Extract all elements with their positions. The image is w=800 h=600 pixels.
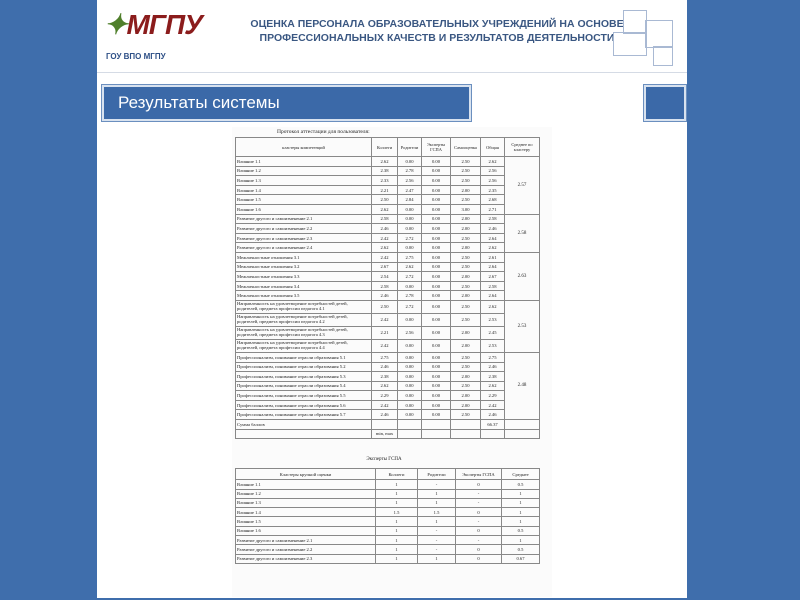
experts-caption: Эксперты ГСПА: [366, 457, 402, 463]
score-cell: 2.50: [451, 381, 481, 391]
table-row: [236, 508, 540, 517]
competency-name: Влияние 1.3: [236, 498, 376, 507]
score-cell: 2.00: [451, 224, 481, 234]
score-cell: 0.00: [422, 252, 451, 262]
attestation-protocol-scan: [232, 127, 552, 597]
score-cell: 0: [456, 526, 502, 535]
score-cell: 2.62: [481, 300, 505, 313]
score-cell: 2.62: [398, 262, 422, 272]
score-cell: 0.00: [398, 204, 422, 214]
score-cell: 2.75: [481, 352, 505, 362]
score-cell: 2.29: [372, 391, 398, 401]
table-row: [236, 391, 540, 401]
score-cell: 0.00: [422, 262, 451, 272]
section-title: Результаты системы: [118, 93, 280, 112]
score-cell: 0.00: [398, 243, 422, 253]
competency-name: Влияние 1.4: [236, 508, 376, 517]
column-header: Среднее: [502, 469, 540, 480]
score-cell: 2.29: [481, 391, 505, 401]
score-cell: -: [418, 536, 456, 545]
competency-name: Межличностные отношения 3.1: [236, 252, 372, 262]
score-cell: 0.00: [422, 291, 451, 301]
score-cell: 2.50: [451, 352, 481, 362]
score-cell: 1: [502, 489, 540, 498]
column-header: Коллеги: [372, 138, 398, 157]
competency-name: Развитие другого и самоизменение 2.3: [236, 554, 376, 563]
empty-cell: [422, 429, 451, 439]
score-cell: 0: [456, 545, 502, 554]
experts-table: [235, 468, 540, 564]
score-cell: 0.00: [422, 352, 451, 362]
score-cell: 2.50: [451, 157, 481, 167]
score-cell: 2.64: [481, 233, 505, 243]
competency-name: Профессионализм, понимание отрасли образования 5.6: [236, 400, 372, 410]
score-cell: 0.00: [422, 272, 451, 282]
score-cell: 2.54: [372, 272, 398, 282]
table-row: [236, 400, 540, 410]
table-row: [236, 214, 540, 224]
cluster-average: 2.58: [505, 214, 540, 252]
score-cell: 2.72: [398, 233, 422, 243]
table-row: [236, 352, 540, 362]
score-cell: 0.67: [502, 554, 540, 563]
score-cell: 2.00: [451, 272, 481, 282]
competency-name: Профессионализм, понимание отрасли образования 5.5: [236, 391, 372, 401]
table-row: [236, 252, 540, 262]
score-cell: 0.00: [422, 300, 451, 313]
score-cell: 2.45: [481, 326, 505, 339]
header-divider: [97, 72, 687, 73]
score-cell: 2.00: [451, 339, 481, 352]
score-cell: 0.00: [398, 400, 422, 410]
score-cell: 2.42: [372, 339, 398, 352]
competency-name: Профессионализм, понимание отрасли образования 5.7: [236, 410, 372, 420]
score-cell: 2.50: [451, 166, 481, 176]
score-cell: 2.62: [372, 243, 398, 253]
table-row: [236, 195, 540, 205]
score-cell: 0.00: [422, 391, 451, 401]
score-cell: 2.46: [372, 224, 398, 234]
score-cell: -: [418, 480, 456, 489]
competency-name: Развитие другого и самоизменение 2.2: [236, 545, 376, 554]
score-cell: 1.5: [376, 508, 418, 517]
competency-name: Направленность на удовлетворение потребностей детей, родителей, предмета профессии педагога 4.3: [236, 326, 372, 339]
sum-label: Сумма баллов: [236, 420, 372, 430]
score-cell: 1: [376, 489, 418, 498]
score-cell: -: [418, 526, 456, 535]
competency-name: Влияние 1.2: [236, 166, 372, 176]
score-cell: 0.00: [398, 313, 422, 326]
right-background: [687, 0, 800, 600]
score-cell: 2.78: [398, 291, 422, 301]
minmax-label: min, max: [372, 429, 398, 439]
score-cell: 0.00: [422, 372, 451, 382]
table-row: [236, 339, 540, 352]
score-cell: 1: [502, 498, 540, 507]
empty-cell: [481, 429, 505, 439]
score-cell: 2.53: [481, 313, 505, 326]
empty-cell: [398, 420, 422, 430]
score-cell: 2.62: [481, 243, 505, 253]
score-cell: 2.46: [481, 362, 505, 372]
score-cell: 3.00: [451, 204, 481, 214]
score-cell: 2.38: [372, 166, 398, 176]
score-cell: 0.00: [422, 176, 451, 186]
score-cell: 2.00: [451, 326, 481, 339]
score-cell: 2.50: [451, 176, 481, 186]
score-cell: 0.00: [422, 233, 451, 243]
score-cell: 0.00: [422, 410, 451, 420]
score-cell: -: [456, 517, 502, 526]
table-row: [236, 545, 540, 554]
table-row: [236, 176, 540, 186]
competency-name: Направленность на удовлетворение потребностей детей, родителей, предмета профессии педагога 4.1: [236, 300, 372, 313]
score-cell: 0.5: [502, 480, 540, 489]
score-cell: 1: [418, 489, 456, 498]
competency-name: Направленность на удовлетворение потребностей детей, родителей, предмета профессии педагога 4.4: [236, 339, 372, 352]
cluster-average: 2.53: [505, 300, 540, 352]
score-cell: 2.00: [451, 185, 481, 195]
score-cell: 1: [502, 508, 540, 517]
table-row: [236, 498, 540, 507]
table-row: [236, 526, 540, 535]
score-cell: 0.00: [422, 313, 451, 326]
column-header: Общая: [481, 138, 505, 157]
table-row: [236, 204, 540, 214]
table-row: [236, 410, 540, 420]
table-row: [236, 489, 540, 498]
score-cell: 2.68: [481, 195, 505, 205]
empty-cell: [505, 420, 540, 430]
score-cell: 2.46: [372, 291, 398, 301]
score-cell: 1: [376, 498, 418, 507]
score-cell: 0.00: [422, 339, 451, 352]
score-cell: 0.00: [398, 381, 422, 391]
cluster-average: 2.57: [505, 157, 540, 215]
section-banner: [102, 85, 471, 121]
competency-name: Влияние 1.5: [236, 517, 376, 526]
score-cell: 2.35: [481, 185, 505, 195]
competency-name: Направленность на удовлетворение потребностей детей, родителей, предмета профессии педагога 4.2: [236, 313, 372, 326]
score-cell: 1: [376, 526, 418, 535]
score-cell: 2.00: [451, 243, 481, 253]
competency-name: Влияние 1.5: [236, 195, 372, 205]
score-cell: 2.75: [372, 352, 398, 362]
score-cell: 0.00: [398, 362, 422, 372]
score-cell: 2.00: [451, 400, 481, 410]
score-cell: 0.00: [398, 281, 422, 291]
score-cell: 2.42: [481, 400, 505, 410]
empty-cell: [372, 420, 398, 430]
column-header: Коллеги: [376, 469, 418, 480]
score-cell: 1.5: [418, 508, 456, 517]
competency-name: Развитие другого и самоизменение 2.3: [236, 233, 372, 243]
score-cell: 1: [376, 536, 418, 545]
decorative-squares: [613, 10, 683, 70]
left-background: [0, 0, 97, 600]
score-cell: 0.00: [398, 352, 422, 362]
table-row: [236, 300, 540, 313]
table-row: [236, 233, 540, 243]
score-cell: 0.00: [398, 224, 422, 234]
score-cell: 2.00: [451, 291, 481, 301]
score-cell: 0.00: [422, 381, 451, 391]
score-cell: 0.5: [502, 545, 540, 554]
column-header: Самооценка: [451, 138, 481, 157]
score-cell: 0.00: [398, 391, 422, 401]
score-cell: 2.46: [481, 410, 505, 420]
score-cell: 2.50: [372, 300, 398, 313]
score-cell: 2.00: [451, 372, 481, 382]
table-row: [236, 291, 540, 301]
score-cell: 2.78: [398, 166, 422, 176]
score-cell: -: [456, 498, 502, 507]
competency-name: Профессионализм, понимание отрасли образования 5.3: [236, 372, 372, 382]
score-cell: 0.00: [422, 400, 451, 410]
competency-name: Влияние 1.6: [236, 526, 376, 535]
score-cell: 2.42: [372, 313, 398, 326]
score-cell: 0.00: [398, 339, 422, 352]
empty-cell: [451, 420, 481, 430]
competency-name: Межличностные отношения 3.2: [236, 262, 372, 272]
score-cell: 2.50: [451, 281, 481, 291]
competency-name: Межличностные отношения 3.5: [236, 291, 372, 301]
score-cell: 1: [502, 536, 540, 545]
sum-row: [236, 420, 540, 430]
column-header: Родители: [418, 469, 456, 480]
competency-name: Развитие другого и самоизменение 2.1: [236, 536, 376, 545]
sum-value: 66.37: [481, 420, 505, 430]
protocol-table: [235, 137, 540, 439]
score-cell: 2.50: [372, 195, 398, 205]
competency-name: Влияние 1.4: [236, 185, 372, 195]
score-cell: 0.00: [422, 204, 451, 214]
score-cell: 2.46: [481, 224, 505, 234]
score-cell: 0: [456, 480, 502, 489]
score-cell: 2.50: [451, 233, 481, 243]
competency-name: Профессионализм, понимание отрасли образования 5.1: [236, 352, 372, 362]
empty-cell: [505, 429, 540, 439]
score-cell: 0.00: [422, 243, 451, 253]
score-cell: 2.50: [451, 313, 481, 326]
table-row: [236, 272, 540, 282]
score-cell: 2.58: [481, 214, 505, 224]
score-cell: -: [456, 489, 502, 498]
score-cell: 1: [376, 545, 418, 554]
score-cell: 2.58: [481, 281, 505, 291]
score-cell: 2.62: [481, 381, 505, 391]
score-cell: 1: [376, 554, 418, 563]
score-cell: 2.50: [451, 410, 481, 420]
score-cell: 2.46: [372, 362, 398, 372]
table-row: [236, 157, 540, 167]
score-cell: 2.21: [372, 185, 398, 195]
score-cell: 0.00: [422, 157, 451, 167]
score-cell: 2.21: [372, 326, 398, 339]
score-cell: 2.75: [398, 252, 422, 262]
column-header: Родители: [398, 138, 422, 157]
score-cell: 0.5: [502, 526, 540, 535]
logo-mark: ✦МГПУ: [104, 9, 203, 40]
competency-name: Развитие другого и самоизменение 2.2: [236, 224, 372, 234]
score-cell: 2.72: [398, 272, 422, 282]
score-cell: 0.00: [422, 281, 451, 291]
table-row: [236, 243, 540, 253]
cluster-average: 2.48: [505, 352, 540, 419]
presentation-title: [247, 17, 627, 45]
score-cell: 2.56: [481, 166, 505, 176]
score-cell: 2.71: [481, 204, 505, 214]
table-row: [236, 480, 540, 489]
title-line-2: ПРОФЕССИОНАЛЬНЫХ КАЧЕСТВ И РЕЗУЛЬТАТОВ ДЕЯТЕЛЬНОСТИ: [259, 32, 615, 44]
score-cell: 2.00: [451, 391, 481, 401]
score-cell: 0.00: [422, 185, 451, 195]
score-cell: 0.00: [422, 214, 451, 224]
score-cell: 0.00: [422, 224, 451, 234]
table-row: [236, 166, 540, 176]
score-cell: 2.58: [372, 281, 398, 291]
score-cell: 2.67: [481, 272, 505, 282]
score-cell: 2.67: [372, 262, 398, 272]
score-cell: 2.42: [372, 233, 398, 243]
score-cell: 2.61: [481, 252, 505, 262]
protocol-caption: Протокол аттестации для пользователя:: [277, 129, 370, 135]
score-cell: 2.38: [481, 372, 505, 382]
score-cell: 0.00: [422, 326, 451, 339]
score-cell: 2.62: [372, 157, 398, 167]
score-cell: 2.50: [451, 252, 481, 262]
score-cell: 0.00: [422, 195, 451, 205]
table-row: [236, 372, 540, 382]
score-cell: 2.38: [372, 372, 398, 382]
table-row: [236, 262, 540, 272]
score-cell: -: [418, 545, 456, 554]
competency-name: Влияние 1.2: [236, 489, 376, 498]
table-row: [236, 536, 540, 545]
empty-cell: [398, 429, 422, 439]
competency-name: Влияние 1.1: [236, 480, 376, 489]
score-cell: 1: [418, 498, 456, 507]
score-cell: 2.50: [451, 362, 481, 372]
score-cell: 2.42: [372, 400, 398, 410]
score-cell: 1: [418, 554, 456, 563]
competency-name: Развитие другого и самоизменение 2.4: [236, 243, 372, 253]
score-cell: 2.58: [372, 214, 398, 224]
score-cell: 2.56: [481, 176, 505, 186]
score-cell: 2.84: [398, 195, 422, 205]
table-row: [236, 313, 540, 326]
score-cell: 2.53: [481, 339, 505, 352]
score-cell: 2.50: [451, 262, 481, 272]
minmax-row: [236, 429, 540, 439]
empty-cell: [451, 429, 481, 439]
score-cell: 2.56: [398, 176, 422, 186]
score-cell: 1: [418, 517, 456, 526]
banner-side-box: [644, 85, 686, 121]
score-cell: 0.00: [398, 410, 422, 420]
score-cell: 2.72: [398, 300, 422, 313]
org-name: ГОУ ВПО МГПУ: [106, 52, 166, 61]
competency-name: Межличностные отношения 3.3: [236, 272, 372, 282]
score-cell: -: [456, 536, 502, 545]
score-cell: 0.00: [422, 166, 451, 176]
column-header: Среднее по кластеру: [505, 138, 540, 157]
competency-name: Профессионализм, понимание отрасли образования 5.2: [236, 362, 372, 372]
empty-cell: [422, 420, 451, 430]
score-cell: 0.00: [398, 372, 422, 382]
table-row: [236, 381, 540, 391]
cluster-average: 2.63: [505, 252, 540, 300]
score-cell: 0: [456, 508, 502, 517]
competency-name: Влияние 1.3: [236, 176, 372, 186]
column-header: Кластеры крупной оценки: [236, 469, 376, 480]
score-cell: 2.64: [481, 262, 505, 272]
score-cell: 2.64: [481, 291, 505, 301]
score-cell: 2.50: [451, 195, 481, 205]
score-cell: 1: [376, 480, 418, 489]
column-header: Эксперты ГСПА: [422, 138, 451, 157]
competency-name: Развитие другого и самоизменение 2.1: [236, 214, 372, 224]
table-row: [236, 185, 540, 195]
score-cell: 2.50: [451, 300, 481, 313]
score-cell: 1: [376, 517, 418, 526]
column-header: кластеры компетенций: [236, 138, 372, 157]
score-cell: 1: [502, 517, 540, 526]
table-row: [236, 554, 540, 563]
university-logo: [104, 8, 203, 68]
score-cell: 2.46: [372, 410, 398, 420]
score-cell: 2.42: [372, 252, 398, 262]
score-cell: 0.00: [398, 214, 422, 224]
score-cell: 0.00: [422, 362, 451, 372]
score-cell: 0: [456, 554, 502, 563]
table-row: [236, 281, 540, 291]
competency-name: Профессионализм, понимание отрасли образования 5.4: [236, 381, 372, 391]
score-cell: 2.00: [451, 214, 481, 224]
table-row: [236, 224, 540, 234]
score-cell: 2.33: [372, 176, 398, 186]
score-cell: 2.62: [481, 157, 505, 167]
column-header: Эксперты ГСПА: [456, 469, 502, 480]
competency-name: Влияние 1.1: [236, 157, 372, 167]
score-cell: 2.47: [398, 185, 422, 195]
score-cell: 2.62: [372, 381, 398, 391]
score-cell: 2.62: [372, 204, 398, 214]
competency-name: Межличностные отношения 3.4: [236, 281, 372, 291]
slide: [97, 0, 687, 600]
table-row: [236, 517, 540, 526]
table-row: [236, 362, 540, 372]
table-row: [236, 326, 540, 339]
title-line-1: ОЦЕНКА ПЕРСОНАЛА ОБРАЗОВАТЕЛЬНЫХ УЧРЕЖДЕНИЙ НА ОСНОВЕ: [250, 18, 624, 30]
empty-cell: [236, 429, 372, 439]
score-cell: 2.56: [398, 326, 422, 339]
competency-name: Влияние 1.6: [236, 204, 372, 214]
score-cell: 0.00: [398, 157, 422, 167]
